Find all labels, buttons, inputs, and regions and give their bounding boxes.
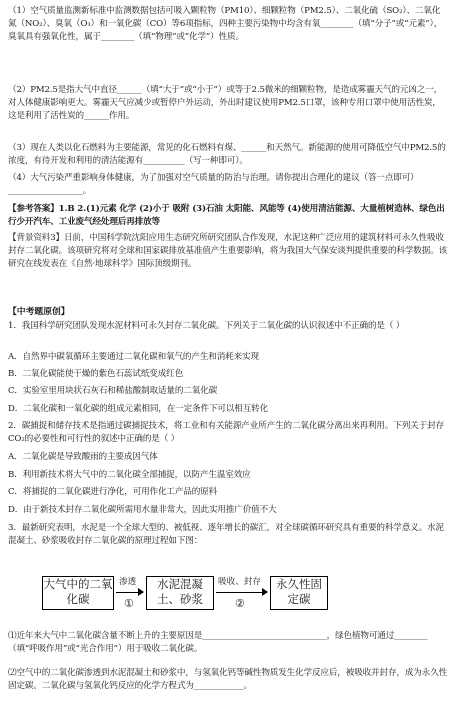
section-heading: 【中考题原创】 xyxy=(8,307,70,317)
question-3-part-1: ⑴近年来大气中二氧化碳含量不断上升的主要原因是______________________________，绿色植物可通过________（填“呼吸作用”或“光合作用”）用于吸收二氧化碳。 xyxy=(8,631,428,654)
question-1-option-d: D．二氧化碳和一氧化碳的组成元素相同，在一定条件下可以相互转化 xyxy=(8,404,269,414)
diagram-arrow2-line xyxy=(216,592,264,593)
paragraph-q4: （4）大气污染严重影响身体健康，为了加强对空气质量的防治与治理。请你提出合理化的建议（答一点即可）__________________。 xyxy=(8,173,419,196)
question-1-option-a: A．自然界中碳氧循环主要通过二氧化碳和氧气的产生和消耗来实现 xyxy=(8,352,259,362)
diagram-arrow2-head xyxy=(262,588,268,596)
process-diagram xyxy=(14,573,394,619)
paragraph-q3: （3）现在人类以化石燃料为主要能源，常见的化石燃料有煤、______和天然气。新能源的使用可降低空气中PM2.5的浓度，有待开发和利用的清洁能源有__________（写一种即可）。 xyxy=(8,143,446,166)
diagram-arrow2-label: 吸收、封存 xyxy=(218,577,261,587)
reference-answer: 【参考答案】1.B 2.(1)元素 化学 (2)小于 吸附 (3)石油 太阳能、风能等 (4)使用清洁能源、大量植树造林、绿色出行少开汽车、工业废气经处理后再排放等 xyxy=(8,204,445,227)
paragraph-q1: （1）空气质量监测新标准中监测数据包括可吸入颗粒物（PM10）、细颗粒物（PM2.5）、二氧化硫（SO₂）、二氧化氮（NO₂）、臭氧（O₃）和一氧化碳（CO）等6项指标，四种主要污染物中均含有氧________（填“分子”或“元素”），臭氧具有强氧化性，属于________（填“物理”或“化学”）性质。 xyxy=(8,6,443,42)
question-2-option-c: C．将捕捉的二氧化碳进行净化，可用作化工产品的原料 xyxy=(8,487,218,497)
question-1-stem: 1．我国科学研究团队发现水泥材料可永久封存二氧化碳。下列关于二氧化碳的认识叙述中不正确的是（ ） xyxy=(8,321,405,331)
diagram-box-atmospheric-co2: 大气中的二氧化碳 xyxy=(42,576,114,610)
question-1-option-b: B．二氧化碳能使干燥的紫色石蕊试纸变成红色 xyxy=(8,369,184,379)
question-2-option-a: A．二氧化碳是导致酸雨的主要成因气体 xyxy=(8,452,158,462)
diagram-arrow1-line xyxy=(116,592,140,593)
diagram-box-fixed-carbon: 永久性固定碳 xyxy=(270,576,328,610)
question-1-option-c: C．实验室里用块状石灰石和稀盐酸制取适量的二氧化碳 xyxy=(8,386,218,396)
diagram-arrow1-label: 渗透 xyxy=(119,577,137,587)
diagram-arrow2-number: ② xyxy=(235,597,245,610)
diagram-arrow1-head xyxy=(138,588,144,596)
question-2-option-b: B．利用新技术将大气中的二氧化碳全部捕捉，以防产生温室效应 xyxy=(8,470,251,480)
question-3-stem: 3．最新研究表明，水泥是一个全球大型的、被低视、逐年增长的碳汇，对全球碳循环研究具有重要的科学意义。水泥混凝土、砂浆吸收封存二氧化碳的原理过程如下图： xyxy=(8,523,444,546)
background-material: 【背景资料3】日前，中国科学院沈阳应用生态研究所研究团队合作发现，水泥这种广泛应用的建筑材料可永久性吸收封存二氧化碳。该项研究将对全球和国家碳排放基准值产生重要影响，将为我国大气保安谈判提供重要的科学数据。该研究在线发表在《自然·地球科学》国际顶级期刊。 xyxy=(8,233,448,269)
question-2-stem: 2．碳捕捉和储存技术是指通过碳捕捉技术，将工业和有关能源产业所产生的二氧化碳分离出来再利用。下列关于封存CO₂的必要性和可行性的叙述中正确的是（ ） xyxy=(8,421,444,444)
question-2-option-d: D．由于新技术封存二氧化碳所需用水量非常大，因此实用推广价值不大 xyxy=(8,505,277,515)
paragraph-q2: （2）PM2.5是指大气中直径______（填“大于”或“小于”）或等于2.5微米的细颗粒物，是造成雾霾天气的元凶之一，对人体健康影响更大。雾霾天气应减少或暂停户外运动，外出时建议使用PM2.5口罩，该种专用口罩中使用活性炭，这是利用了活性炭的______作用。 xyxy=(8,85,443,121)
diagram-box-concrete-mortar: 水泥混凝土、砂浆 xyxy=(146,576,214,610)
question-3-part-2: ⑵空气中的二氧化碳渗透到水泥混凝土和砂浆中，与氢氧化钙等碱性物质发生化学反应后，被吸收并封存，成为永久性固定碳。二氧化碳与氢氧化钙反应的化学方程式为____________。 xyxy=(8,668,448,691)
diagram-arrow1-number: ① xyxy=(124,597,134,610)
